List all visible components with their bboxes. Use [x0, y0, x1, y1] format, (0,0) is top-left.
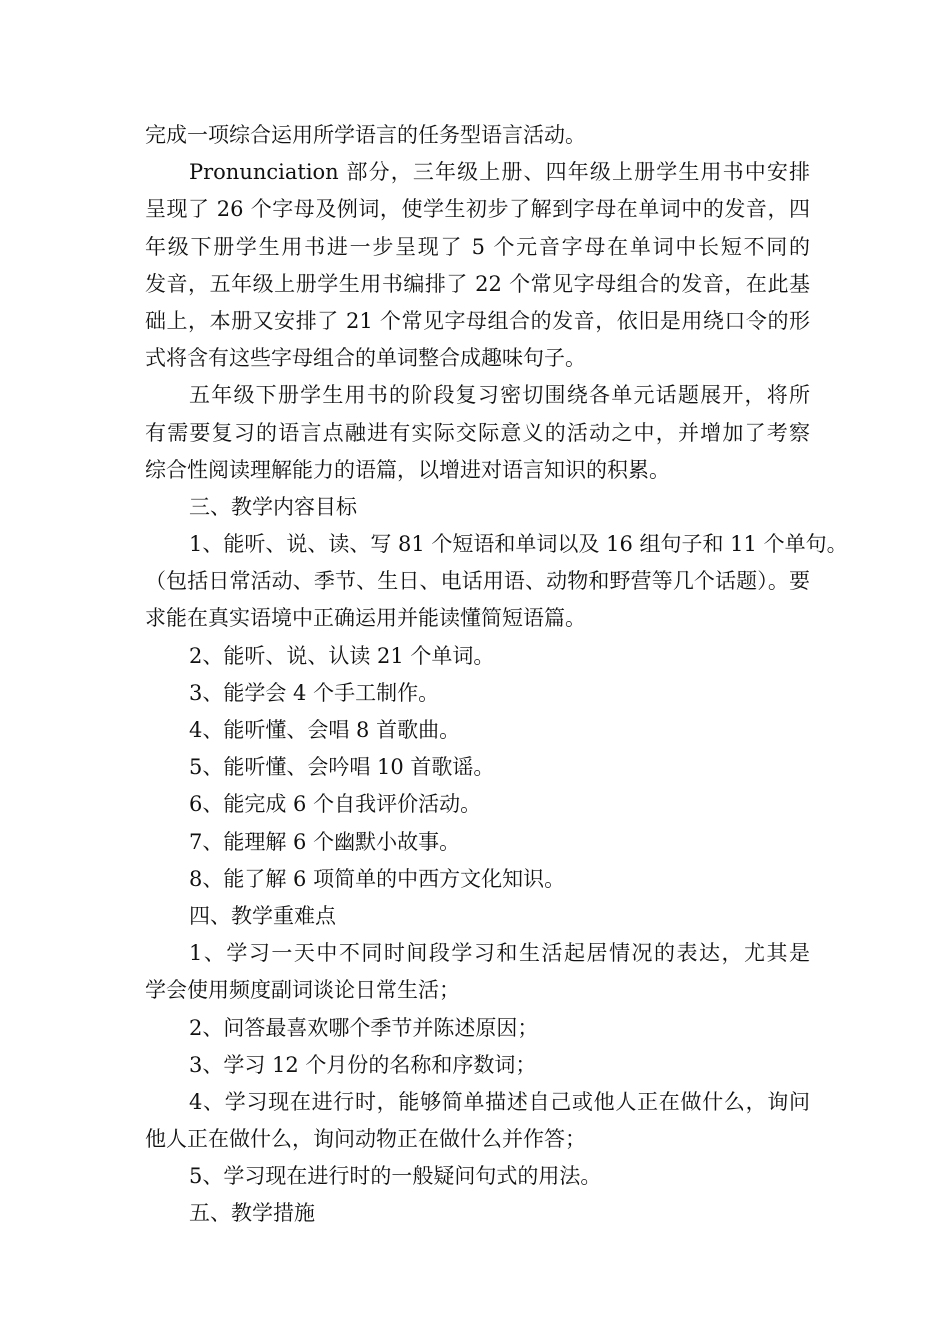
text-line: 年级下册学生用书进一步呈现了 5 个元音字母在单词中长短不同的 — [145, 234, 810, 259]
text-line: 4、学习现在进行时，能够简单描述自己或他人正在做什么，询问 — [189, 1089, 810, 1114]
text-line: 三、教学内容目标 — [189, 494, 357, 519]
text-line: 有需要复习的语言点融进有实际交际意义的活动之中，并增加了考察 — [145, 420, 810, 445]
text-line: 2、问答最喜欢哪个季节并陈述原因； — [189, 1015, 539, 1040]
text-line: 五年级下册学生用书的阶段复习密切围绕各单元话题展开，将所 — [189, 383, 810, 408]
text-line: 4、能听懂、会唱 8 首歌曲。 — [189, 718, 461, 742]
text-line: 3、学习 12 个月份的名称和序数词； — [189, 1052, 537, 1077]
text-line: 四、教学重难点 — [189, 903, 336, 928]
text-line: 础上，本册又安排了 21 个常见字母组合的发音，依旧是用绕口令的形 — [145, 308, 810, 333]
text-line: 求能在真实语境中正确运用并能读懂简短语篇。 — [145, 606, 586, 631]
document-body — [145, 117, 848, 1233]
text-line: 2、能听、说、认读 21 个单词。 — [189, 643, 495, 668]
text-line: 1、能听、说、读、写 81 个短语和单词以及 16 组句子和 11 个单句。 — [189, 532, 848, 557]
text-line: 7、能理解 6 个幽默小故事。 — [189, 829, 461, 854]
text-line: 学会使用频度副词谈论日常生活； — [145, 978, 460, 1003]
text-line: 5、学习现在进行时的一般疑问句式的用法。 — [189, 1164, 602, 1189]
text-line: 8、能了解 6 项简单的中西方文化知识。 — [189, 866, 566, 891]
text-line: 式将含有这些字母组合的单词整合成趣味句子。 — [145, 346, 586, 371]
text-line: 五、教学措施 — [189, 1201, 315, 1226]
text-line: 6、能完成 6 个自我评价活动。 — [189, 792, 482, 817]
text-line: 呈现了 26 个字母及例词，使学生初步了解到字母在单词中的发音，四 — [145, 197, 810, 222]
text-line: 综合性阅读理解能力的语篇，以增进对语言知识的积累。 — [145, 457, 670, 482]
text-line: 他人正在做什么，询问动物正在做什么并作答； — [145, 1127, 586, 1152]
text-line: 5、能听懂、会吟唱 10 首歌谣。 — [189, 755, 495, 780]
text-line: 完成一项综合运用所学语言的任务型语言活动。 — [145, 123, 586, 147]
text-line: 1、学习一天中不同时间段学习和生活起居情况的表达，尤其是 — [189, 941, 810, 966]
text-line: Pronunciation 部分，三年级上册、四年级上册学生用书中安排 — [189, 160, 810, 185]
text-line: 3、能学会 4 个手工制作。 — [189, 680, 440, 705]
text-line: 发音，五年级上册学生用书编排了 22 个常见字母组合的发音，在此基 — [145, 271, 810, 296]
text-line: （包括日常活动、季节、生日、电话用语、动物和野营等几个话题）。要 — [145, 569, 810, 594]
